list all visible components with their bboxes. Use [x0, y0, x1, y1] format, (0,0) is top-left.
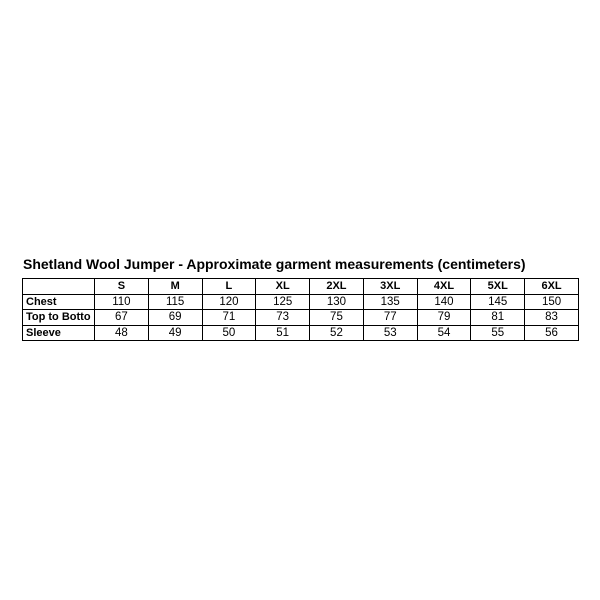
measurement-cell: 71	[202, 310, 256, 326]
measurement-cell: 130	[310, 294, 364, 310]
column-header-3xl: 3XL	[363, 279, 417, 295]
measurement-cell: 53	[363, 325, 417, 341]
measurement-cell: 69	[148, 310, 202, 326]
measurement-cell: 49	[148, 325, 202, 341]
column-header-4xl: 4XL	[417, 279, 471, 295]
measurement-cell: 140	[417, 294, 471, 310]
measurement-cell: 110	[95, 294, 149, 310]
measurement-cell: 120	[202, 294, 256, 310]
header-row	[23, 279, 579, 295]
measurement-cell: 145	[471, 294, 525, 310]
column-header-l: L	[202, 279, 256, 295]
measurement-cell: 56	[525, 325, 579, 341]
measurement-cell: 54	[417, 325, 471, 341]
measurement-cell: 115	[148, 294, 202, 310]
measurement-cell: 55	[471, 325, 525, 341]
page-title: Shetland Wool Jumper - Approximate garment measurements (centimeters)	[23, 256, 526, 272]
measurement-cell: 52	[310, 325, 364, 341]
measurement-cell: 67	[95, 310, 149, 326]
column-header-6xl: 6XL	[525, 279, 579, 295]
column-header-2xl: 2XL	[310, 279, 364, 295]
measurement-cell: 75	[310, 310, 364, 326]
row-label: Sleeve	[23, 325, 95, 341]
measurement-cell: 73	[256, 310, 310, 326]
column-header-5xl: 5XL	[471, 279, 525, 295]
measurement-cell: 79	[417, 310, 471, 326]
measurement-cell: 125	[256, 294, 310, 310]
measurement-cell: 150	[525, 294, 579, 310]
measurement-cell: 135	[363, 294, 417, 310]
measurement-cell: 77	[363, 310, 417, 326]
measurement-cell: 50	[202, 325, 256, 341]
column-header-s: S	[95, 279, 149, 295]
row-label: Top to Botto	[23, 310, 95, 326]
measurement-cell: 81	[471, 310, 525, 326]
size-chart-table	[22, 278, 579, 341]
table-row	[23, 310, 579, 326]
column-header-m: M	[148, 279, 202, 295]
measurement-cell: 48	[95, 325, 149, 341]
corner-cell	[23, 279, 95, 295]
column-header-xl: XL	[256, 279, 310, 295]
measurement-cell: 51	[256, 325, 310, 341]
measurement-cell: 83	[525, 310, 579, 326]
table-row	[23, 325, 579, 341]
row-label: Chest	[23, 294, 95, 310]
table-row	[23, 294, 579, 310]
